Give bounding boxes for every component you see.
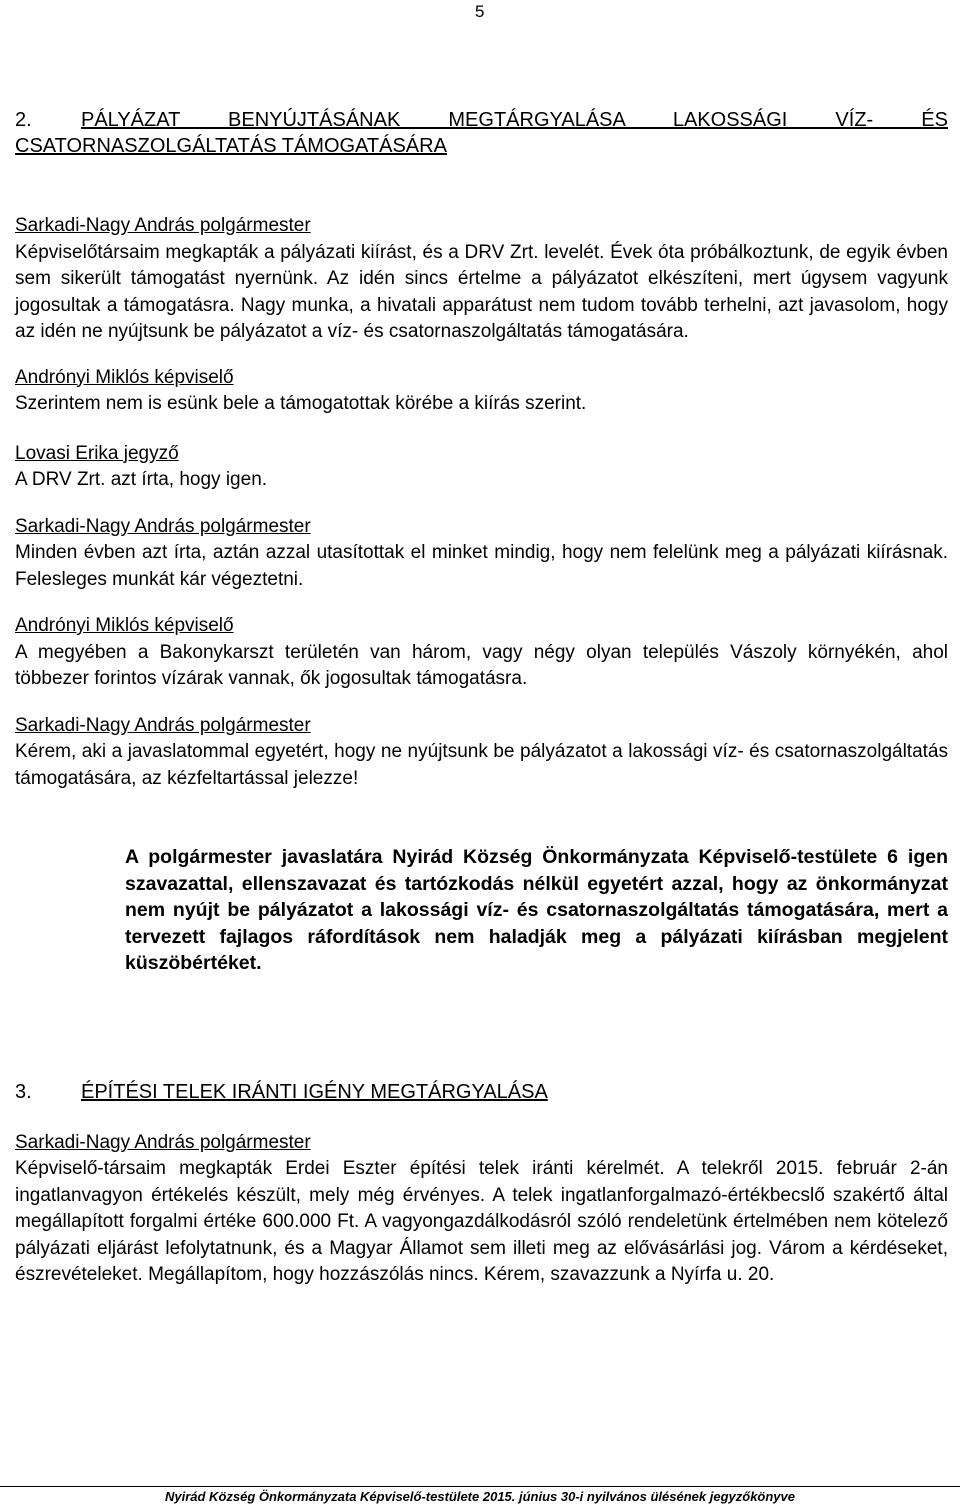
section-2-title-text-1: PÁLYÁZAT BENYÚJTÁSÁNAK MEGTÁRGYALÁSA LAKOSSÁGI VÍZ- ÉS: [81, 109, 948, 131]
section-3-title: [15, 1079, 948, 1105]
speech-text: Minden évben azt írta, aztán azzal utasítottak el minket mindig, hogy nem felelünk meg a pályázati kiírásnak. Felesleges munkát kár végeztetni.: [15, 542, 948, 590]
council-decision: A polgármester javaslatára Nyirád Község Önkormányzata Képviselő-testülete 6 igen szavazattal, ellenszavazat és tartózkodás nélkül egyetért azzal, hogy az önkormányzat nem nyújt be pályázatot a lakossági víz- és csatornaszolgáltatás támogatására, mert a tervezett fajlagos ráfordítások nem haladják meg a pályázati kiírásban megjelent küszöbértéket.: [125, 846, 948, 974]
speaker-name: Sarkadi-Nagy András polgármester: [15, 714, 311, 736]
speech-text: Képviselőtársaim megkapták a pályázati kiírást, és a DRV Zrt. levelét. Évek óta próbálkoztunk, de egyik évben sem sikerült támogatást nyernünk. Az idén sincs értelme a pályázatot elkészíteni, mert úgysem vagyunk jogosultak a támogatásra. Nagy munka, a hivatali apparátust nem tudom tovább terhelni, azt javasolom, hogy az idén ne nyújtsunk be pályázatot a víz- és csatornaszolgáltatás támogatására.: [15, 241, 948, 342]
section-2-title-line-1: [15, 107, 948, 133]
speaker-name: Sarkadi-Nagy András polgármester: [15, 1131, 311, 1153]
speech-text: Kérem, aki a javaslatommal egyetért, hogy ne nyújtsunk be pályázatot a lakossági víz- és csatornaszolgáltatás támogatására, az kézfeltartással jelezze!: [15, 741, 948, 789]
speaker-name: Sarkadi-Nagy András polgármester: [15, 215, 311, 236]
speech-text: Képviselő-társaim megkapták Erdei Eszter építési telek iránti kérelmét. A telekről 2015. február 2-án ingatlanvagyon értékelés készült, mely még érvényes. A telek ingatlanforgalmazó-értékbecslő szakértő által megállapított forgalmi értéke 600.000 Ft. A vagyongazdálkodásról szóló rendeletünk értelmében nem kötelező pályázati eljárást lefolytatnunk, és a Magyar Államot sem illeti meg az elővásárlási jog. Várom a kérdéseket, észrevételeket. Megállapítom, hogy hozzászólás nincs. Kérem, szavazzunk a Nyírfa u. 20.: [15, 1158, 948, 1285]
speech-text: Szerintem nem is esünk bele a támogatottak körébe a kiírás szerint.: [15, 393, 587, 414]
section-3-title-text: ÉPÍTÉSI TELEK IRÁNTI IGÉNY MEGTÁRGYALÁSA: [81, 1080, 548, 1103]
speaker-name: Andrónyi Miklós képviselő: [15, 615, 234, 636]
page-footer: Nyirád Község Önkormányzata Képviselő-testülete 2015. június 30-i nyilvános ülésének jegyzőkönyve: [0, 1486, 960, 1504]
speech-text: A megyében a Bakonykarszt területén van három, vagy négy olyan település Vászoly környékén, ahol többezer forintos vízárak vannak, ők jogosultak támogatásra.: [15, 641, 948, 689]
document-body: [15, 107, 948, 1289]
section-2-title-line-2: CSATORNASZOLGÁLTATÁS TÁMOGATÁSÁRA: [15, 135, 447, 157]
speech-text: A DRV Zrt. azt írta, hogy igen.: [15, 469, 268, 490]
speaker-name: Lovasi Erika jegyző: [15, 442, 179, 464]
page-number: 5: [475, 2, 485, 21]
speaker-name: Sarkadi-Nagy András polgármester: [15, 515, 311, 537]
speaker-name: Andrónyi Miklós képviselő: [15, 366, 234, 388]
section-2-title: [15, 107, 948, 159]
section-2-number: 2.: [15, 109, 32, 131]
section-3-number: 3.: [15, 1080, 32, 1103]
